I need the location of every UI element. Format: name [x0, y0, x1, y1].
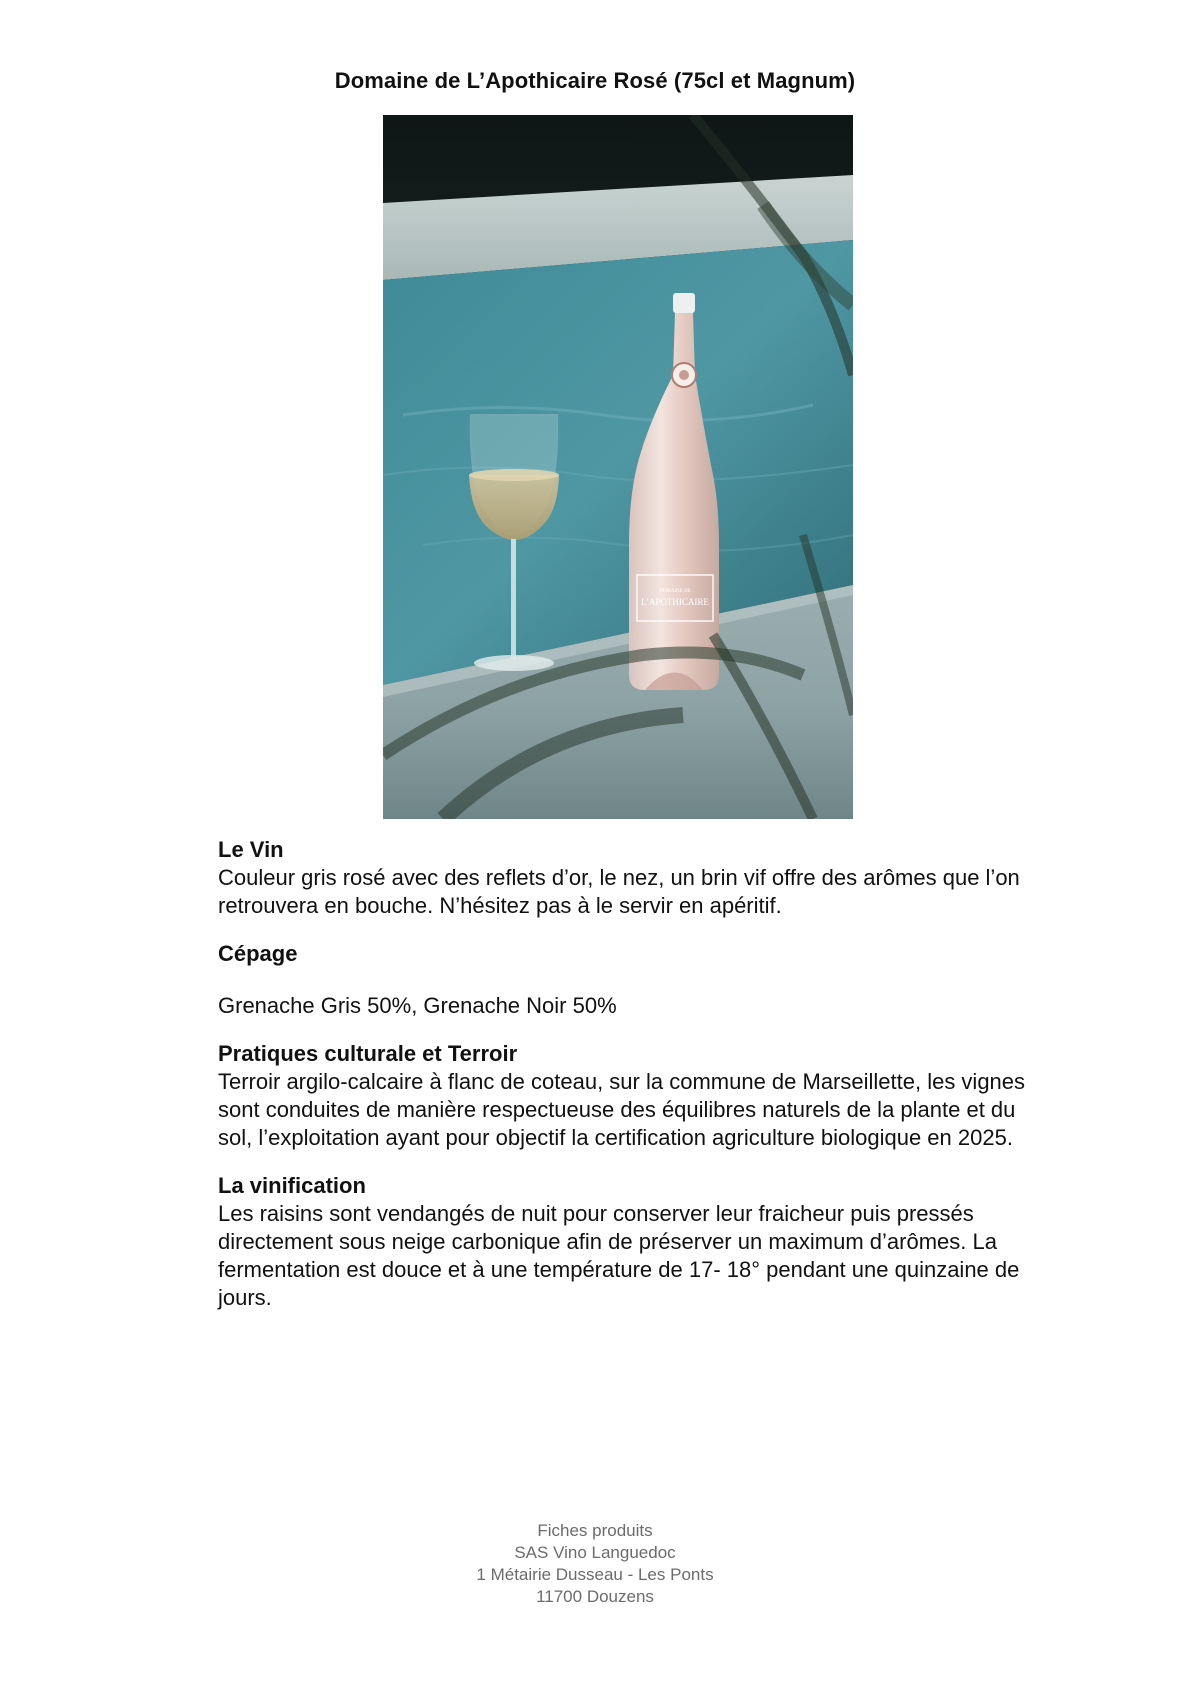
section-heading: Le Vin — [218, 837, 284, 862]
footer-line: 11700 Douzens — [536, 1587, 654, 1606]
section-body: Terroir argilo-calcaire à flanc de coteau, sur la commune de Marseillette, les vignes sont conduites de manière respectueuse des équilibres naturels de la plante et du sol, l’exploitation ayant pour objectif la certification agriculture biologique en 2025. — [218, 1069, 1026, 1150]
section-heading: Cépage — [218, 941, 298, 966]
section-body: Les raisins sont vendangés de nuit pour conserver leur fraicheur puis pressés directement sous neige carbonique afin de préserver un maximum d’arômes. La fermentation est douce et à une température de 17- 18° pendant une quinzaine de jours. — [218, 1201, 1020, 1310]
product-photo — [383, 115, 853, 819]
product-description — [218, 836, 1038, 1332]
footer-line: 1 Métairie Dusseau - Les Ponts — [476, 1565, 714, 1584]
product-photo-illustration — [383, 115, 853, 819]
section-vinification — [218, 1172, 1038, 1312]
footer-line: Fiches produits — [537, 1521, 653, 1540]
bottle-label-small: DOMAINE DE — [659, 589, 691, 594]
section-heading: La vinification — [218, 1173, 366, 1198]
section-cepage — [218, 940, 1038, 1020]
page-footer — [0, 1520, 1190, 1608]
footer-line: SAS Vino Languedoc — [514, 1543, 676, 1562]
section-body: Couleur gris rosé avec des reflets d’or, le nez, un brin vif offre des arômes que l’on retrouvera en bouche. N’hésitez pas à le servir en apéritif. — [218, 865, 1020, 918]
section-heading: Pratiques culturale et Terroir — [218, 1041, 518, 1066]
section-le-vin — [218, 836, 1038, 920]
section-terroir — [218, 1040, 1038, 1152]
bottle-label-big: L’APOTHICAIRE — [641, 597, 709, 607]
section-body: Grenache Gris 50%, Grenache Noir 50% — [218, 993, 617, 1018]
page-title: Domaine de L’Apothicaire Rosé (75cl et Magnum) — [334, 68, 856, 93]
